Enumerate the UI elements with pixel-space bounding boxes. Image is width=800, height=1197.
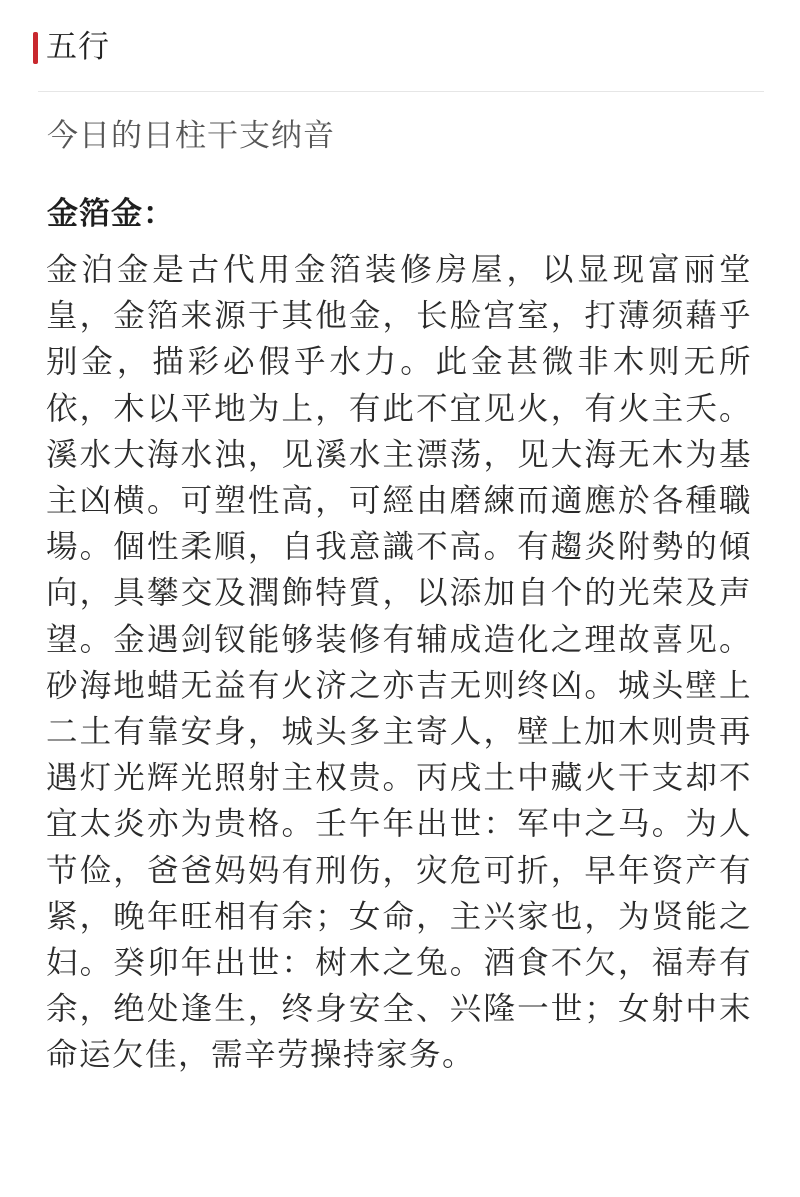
entry-body-text: 金泊金是古代用金箔装修房屋，以显现富丽堂皇，金箔来源于其他金，长脸宫室，打薄须藉乎别金，描彩必假乎水力。此金甚微非木则无所依，木以平地为上，有此不宜见火，有火主夭。溪水大海水浊，见溪水主漂荡，见大海无木为基主凶横。可塑性高，可經由磨練而適應於各種職場。個性柔順，自我意識不高。有趨炎附勢的傾向，具攀交及潤飾特質，以添加自个的光荣及声望。金遇剑钗能够装修有辅成造化之理故喜见。砂海地蜡无益有火济之亦吉无则终凶。城头壁上二土有靠安身，城头多主寄人，壁上加木则贵再遇灯光辉光照射主权贵。丙戌土中藏火干支却不宜太炎亦为贵格。壬午年出世：军中之马。为人节俭，爸爸妈妈有刑伤，灾危可折，早年资产有紧，晚年旺相有余；女命，主兴家也，为贤能之妇。癸卯年出世：树木之兔。酒食不欠，福寿有余，绝处逢生，终身安全、兴隆一世；女射中末命运欠佳，需辛劳操持家务。 bbox=[46, 252, 752, 1074]
section-header bbox=[0, 0, 800, 92]
section-accent-bar bbox=[33, 32, 38, 64]
subtitle: 今日的日柱干支纳音 bbox=[47, 118, 335, 154]
header-divider bbox=[38, 91, 764, 92]
entry-title: 金箔金： bbox=[47, 196, 175, 232]
section-title: 五行 bbox=[46, 29, 110, 65]
